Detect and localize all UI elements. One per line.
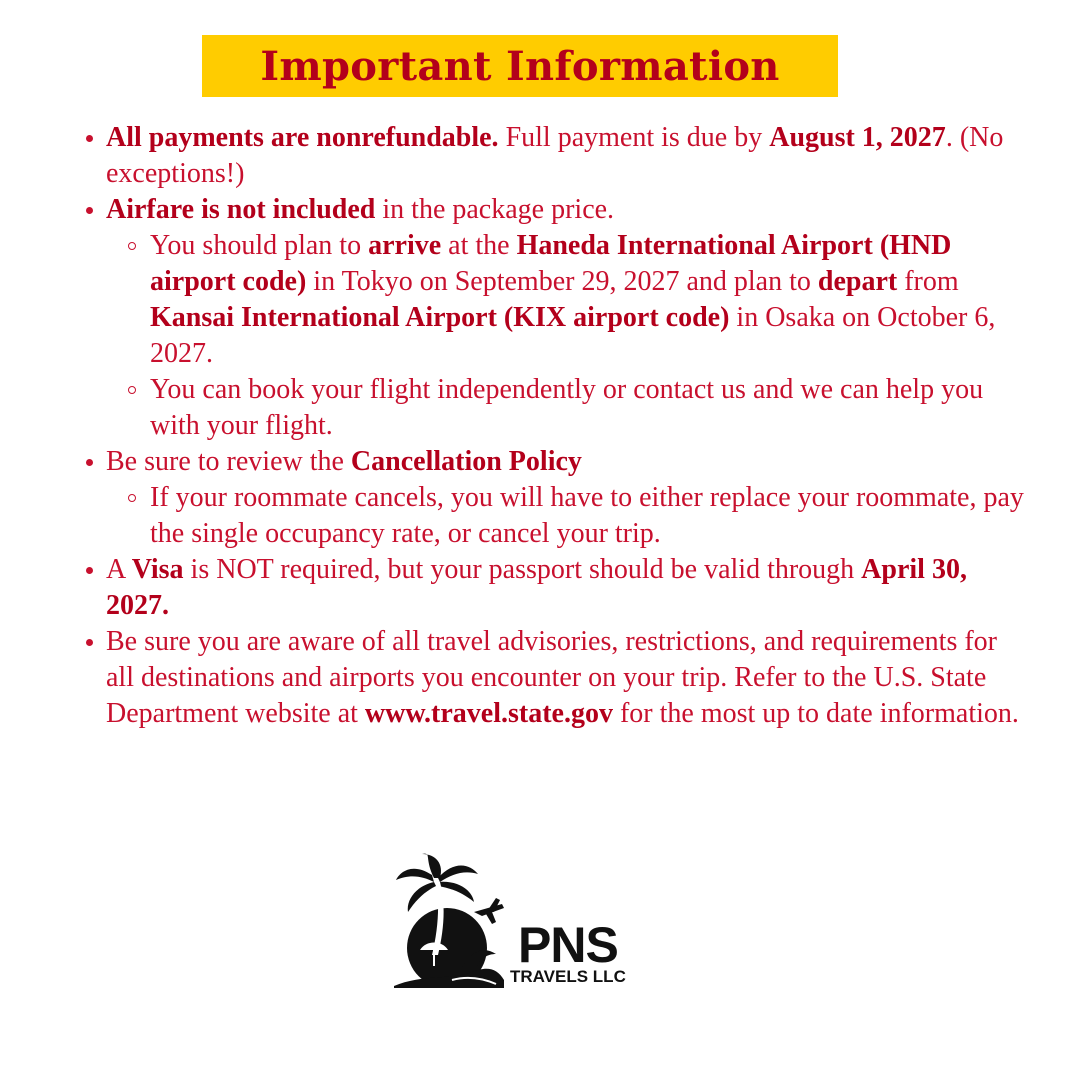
list-item-visa [80,552,1030,624]
airfare-text: in the package price. [375,194,615,225]
info-list [80,120,1030,732]
header-banner [202,35,838,97]
text: at the [441,230,517,261]
list-item-airfare [80,192,1030,444]
arrive-text: arrive [368,230,442,261]
visa-text: Visa [131,554,184,585]
page-title: Important Information [260,42,780,90]
text: A [106,554,132,585]
text: You should plan to [150,230,369,261]
cancellation-policy: Cancellation Policy [350,446,582,477]
payment-note: . (No exceptions!) [106,122,1004,189]
logo-subtitle: TRAVELS LLC [510,967,626,986]
text: If your roommate cancels, you will have to either replace your roommate, pay the single occupancy rate, or cancel your trip. [150,482,1024,549]
payment-text: Full payment is due by [498,122,770,153]
text: You can book your flight independently or contact us and we can help you with your flight. [150,374,984,441]
sub-item-roommate [124,480,1030,552]
depart-text: depart [817,266,898,297]
list-item-cancellation [80,444,1030,552]
text: Be sure you are aware of all travel advisories, restrictions, and requirements for all destinations and airports you encounter on your trip. Refer to the U.S. State Department website at [106,626,997,729]
company-logo [392,850,642,995]
text: in Osaka on October 6, 2027. [150,302,996,369]
state-dept-website: www.travel.state.gov [364,698,613,729]
text: Be sure to review the [106,446,351,477]
payment-policy: All payments are nonrefundable. [106,122,499,153]
text: is NOT required, but your passport should be valid through [183,554,862,585]
text: in Tokyo on September 29, 2027 and plan to [306,266,818,297]
sub-item-flight-booking [124,372,1030,444]
list-item-payments [80,120,1030,192]
payment-due-date: August 1, 2027 [769,122,946,153]
departure-airport: Kansai International Airport (KIX airport code) [150,302,730,333]
text: for the most up to date information. [612,698,1019,729]
text: from [897,266,959,297]
logo-name: PNS [518,917,618,973]
list-item-advisories [80,624,1030,732]
arrival-airport: Haneda International Airport (HND airport code) [150,230,952,297]
passport-valid-date: April 30, 2027. [106,554,967,621]
sub-item-airports [124,228,1030,372]
airfare-policy: Airfare is not included [106,194,376,225]
